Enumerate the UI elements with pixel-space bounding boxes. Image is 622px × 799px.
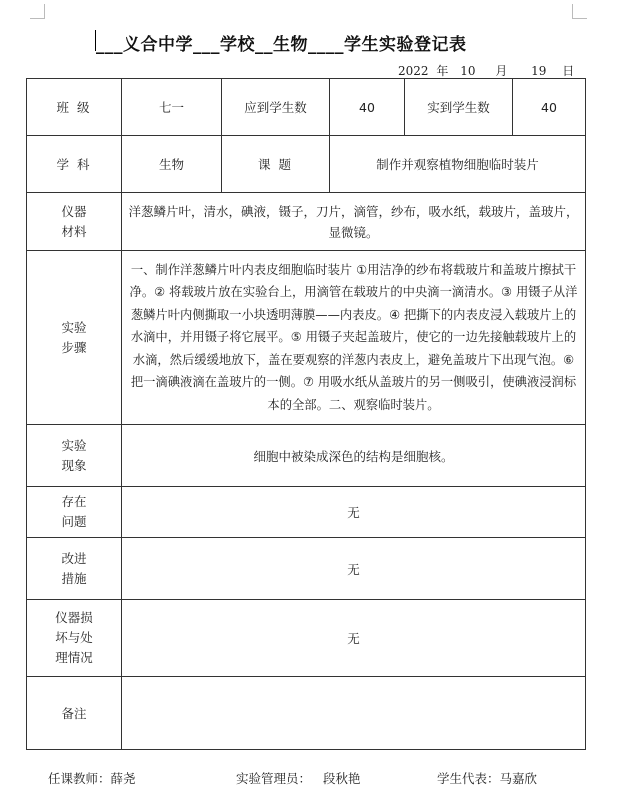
- table-row-remarks: [27, 677, 586, 750]
- date-day: 19: [531, 64, 547, 78]
- date-month-unit: 月: [495, 64, 508, 78]
- remarks-value[interactable]: [122, 677, 586, 750]
- class-label: 班 级: [27, 79, 122, 136]
- manager-name[interactable]: 段秋艳: [323, 771, 361, 786]
- document-title[interactable]: ___义合中学___学校__生物____学生实验登记表: [96, 35, 467, 55]
- phenomenon-value[interactable]: 细胞中被染成深色的结构是细胞核。: [122, 425, 586, 487]
- damage-label: 仪器损 坏与处 理情况: [27, 600, 122, 677]
- problems-label: 存在 问题: [27, 487, 122, 538]
- steps-value[interactable]: 一、制作洋葱鳞片叶内表皮细胞临时装片 ①用洁净的纱布将载玻片和盖玻片擦拭干净。② 将载玻片放在实验台上，用滴管在载玻片的中央滴一滴清水。③ 用镊子从洋葱鳞片叶内侧撕取一小块透明薄膜——内表皮。④ 把撕下的内表皮浸入载玻片上的水滴中，并用镊子将它展平。⑤ 用镊子夹起盖玻片，使它的一边先接触载玻片上的水滴，然后缓缓地放下，盖在要观察的洋葱内表皮上，避免盖玻片下出现气泡。⑥ 把一滴碘液滴在盖玻片的一侧。⑦ 用吸水纸从盖玻片的另一侧吸引，使碘液浸润标本的全部。二、观察临时装片。: [122, 251, 586, 425]
- student-signature: [437, 769, 537, 787]
- date-year: 2022: [398, 64, 429, 78]
- table-row-subject: [27, 136, 586, 193]
- teacher-label: 任课教师：: [48, 771, 111, 786]
- remarks-label: 备注: [27, 677, 122, 750]
- class-value[interactable]: 七一: [122, 79, 222, 136]
- table-row-steps: [27, 251, 586, 425]
- improvement-label: 改进 措施: [27, 538, 122, 600]
- phenomenon-label: 实验 现象: [27, 425, 122, 487]
- record-date: [398, 62, 574, 79]
- table-row-phenomenon: [27, 425, 586, 487]
- expected-count-value[interactable]: 40: [330, 79, 405, 136]
- manager-label: 实验管理员：: [236, 771, 312, 786]
- actual-count-value[interactable]: 40: [513, 79, 586, 136]
- date-year-unit: 年: [436, 64, 449, 78]
- teacher-signature: [48, 769, 136, 787]
- steps-label: 实验 步骤: [27, 251, 122, 425]
- materials-label: 仪器 材料: [27, 193, 122, 251]
- expected-count-label: 应到学生数: [222, 79, 330, 136]
- date-day-unit: 日: [562, 64, 575, 78]
- problems-value[interactable]: 无: [122, 487, 586, 538]
- topic-value[interactable]: 制作并观察植物细胞临时装片: [330, 136, 586, 193]
- student-label: 学生代表：: [437, 771, 500, 786]
- actual-count-label: 实到学生数: [405, 79, 513, 136]
- improvement-value[interactable]: 无: [122, 538, 586, 600]
- subject-label: 学 科: [27, 136, 122, 193]
- manager-signature: [236, 769, 361, 787]
- teacher-name[interactable]: 薛尧: [110, 771, 136, 786]
- date-month: 10: [460, 64, 476, 78]
- page-corner-mark-right: [572, 4, 587, 19]
- table-row-problems: [27, 487, 586, 538]
- damage-value[interactable]: 无: [122, 600, 586, 677]
- student-name[interactable]: 马嘉欣: [499, 771, 538, 786]
- topic-label: 课 题: [222, 136, 330, 193]
- materials-value[interactable]: 洋葱鳞片叶，清水，碘液，镊子，刀片，滴管，纱布，吸水纸，载玻片，盖玻片，显微镜。: [122, 193, 586, 251]
- subject-value[interactable]: 生物: [122, 136, 222, 193]
- table-row-class: [27, 79, 586, 136]
- table-row-improvement: [27, 538, 586, 600]
- page-corner-mark-left: [30, 4, 45, 19]
- experiment-record-table: [26, 78, 586, 750]
- table-row-damage: [27, 600, 586, 677]
- table-row-materials: [27, 193, 586, 251]
